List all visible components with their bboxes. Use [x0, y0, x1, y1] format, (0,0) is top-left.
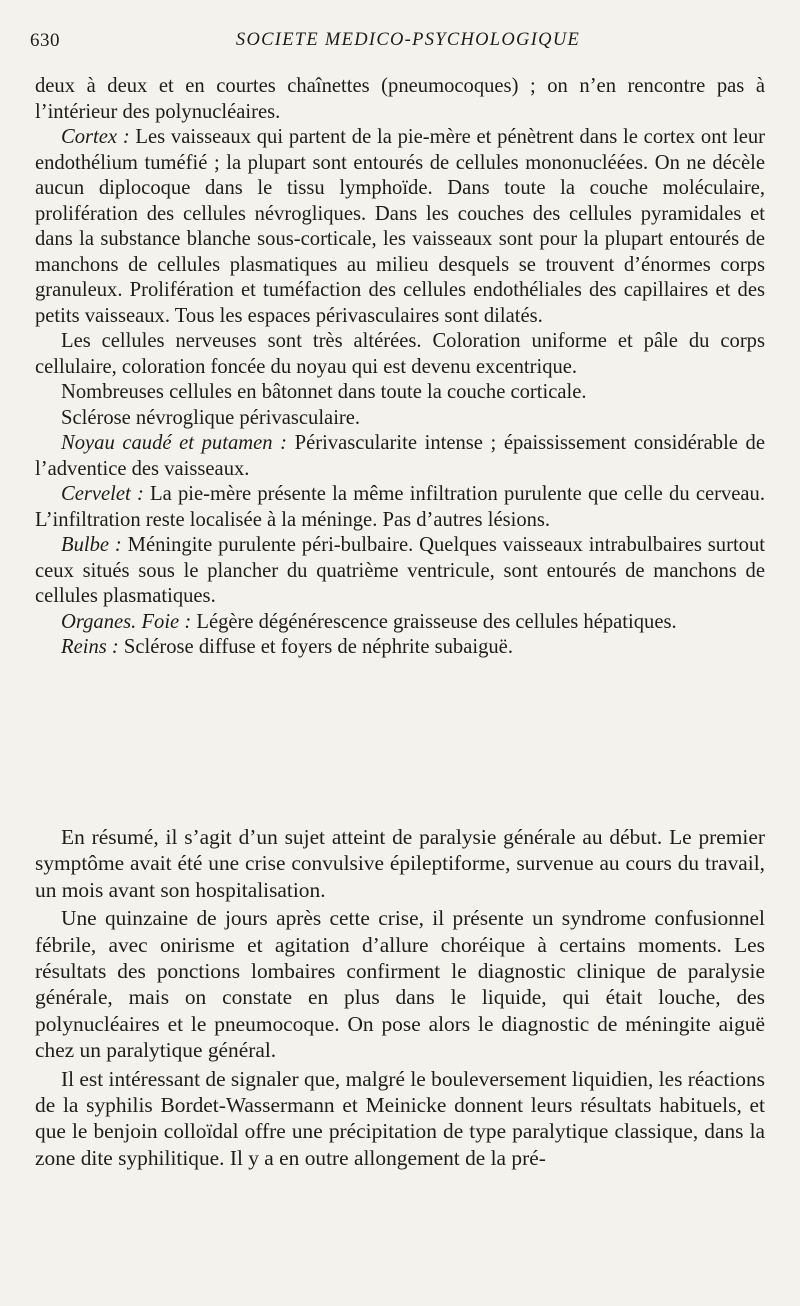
- page-number: 630: [30, 30, 60, 51]
- section-label: Cervelet :: [61, 483, 144, 505]
- paragraph: [35, 431, 765, 482]
- paragraph: [35, 125, 765, 329]
- paragraph: [35, 610, 765, 636]
- paragraph-text: Sclérose diffuse et foyers de néphrite subaiguë.: [118, 636, 513, 658]
- pathology-findings: [35, 74, 765, 661]
- paragraph-text: Nombreuses cellules en bâtonnet dans toute la couche corticale.: [61, 381, 587, 403]
- page-header: [30, 26, 770, 62]
- section-label: Noyau caudé et putamen :: [61, 432, 288, 454]
- paragraph-text: deux à deux et en courtes chaînettes (pneumocoques) ; on n’en rencontre pas à l’intérieur des polynucléaires.: [35, 75, 765, 123]
- section-label: Organes. Foie :: [61, 610, 192, 633]
- paragraph: [35, 635, 765, 661]
- section-label: Cortex :: [61, 126, 130, 148]
- paragraph: [35, 74, 765, 125]
- paragraph-text: Les cellules nerveuses sont très altérées. Coloration uniforme et pâle du corps cellulaire, coloration foncée du noyau qui est devenu excentrique.: [35, 330, 765, 378]
- paragraph-text: La pie-mère présente la même infiltration purulente que celle du cerveau. L’infiltration reste localisée à la méninge. Pas d’autres lésions.: [35, 483, 765, 531]
- paragraph: [35, 533, 765, 610]
- section-label: Reins :: [61, 636, 119, 658]
- summary-paragraph: Une quinzaine de jours après cette crise, il présente un syndrome confusionnel fébrile, avec onirisme et agitation d’allure choréique à certains moments. Les résultats des ponctions lombaires confirment le diagnostic clinique de paralysie générale, mais on constate en plus dans le liquide, qui était louche, des polynucléaires et le pneumocoque. On pose alors le diagnostic de méningite aiguë chez un paralytique général.: [35, 906, 765, 1063]
- paragraph-text: Sclérose névroglique périvasculaire.: [61, 406, 361, 429]
- paragraph: [35, 482, 765, 533]
- summary-section: [35, 824, 765, 1171]
- paragraph: [35, 329, 765, 380]
- paragraph-text: Légère dégénérescence graisseuse des cellules hépatiques.: [191, 610, 677, 633]
- running-title: SOCIETE MEDICO-PSYCHOLOGIQUE: [235, 30, 581, 50]
- summary-paragraph: En résumé, il s’agit d’un sujet atteint de paralysie générale au début. Le premier symptôme avait été une crise convulsive épileptiforme, survenue au cours du travail, un mois avant son hospitalisation.: [35, 825, 765, 902]
- paragraph: [35, 380, 765, 406]
- summary-paragraph: Il est intéressant de signaler que, malgré le bouleversement liquidien, les réactions de la syphilis Bordet-Wassermann et Meinicke donnent leurs résultats habituels, et que le benjoin colloïdal offre une précipitation de type paralytique classique, dans la zone dite syphilitique. Il y a en outre allongement de la pré-: [35, 1066, 765, 1170]
- paragraph-text: Périvascularite intense ; épaississement considérable de l’adventice des vaisseaux.: [35, 432, 765, 480]
- paragraph-text: Les vaisseaux qui partent de la pie-mère et pénètrent dans le cortex ont leur endothélium tuméfié ; la plupart sont entourés de cellules mononucléées. On ne décèle aucun diplocoque dans le tissu lymphoïde. Dans toute la couche moléculaire, prolifération des cellules névrogliques. Dans les couches des cellules pyramidales et dans la substance blanche sous-corticale, les vaisseaux sont pour la plupart entourés de manchons de cellules plasmatiques au milieu desquels se trouvent d’énormes corps granuleux. Prolifération et tuméfaction des cellules endothéliales des capillaires et des petits vaisseaux. Tous les espaces périvasculaires sont dilatés.: [35, 126, 765, 327]
- paragraph: [35, 406, 765, 432]
- section-label: Bulbe :: [61, 534, 122, 556]
- paragraph-text: Méningite purulente péri-bulbaire. Quelques vaisseaux intrabulbaires surtout ceux situés sous le plancher du quatrième ventricule, sont entourés de manchons de cellules plasmatiques.: [35, 534, 765, 607]
